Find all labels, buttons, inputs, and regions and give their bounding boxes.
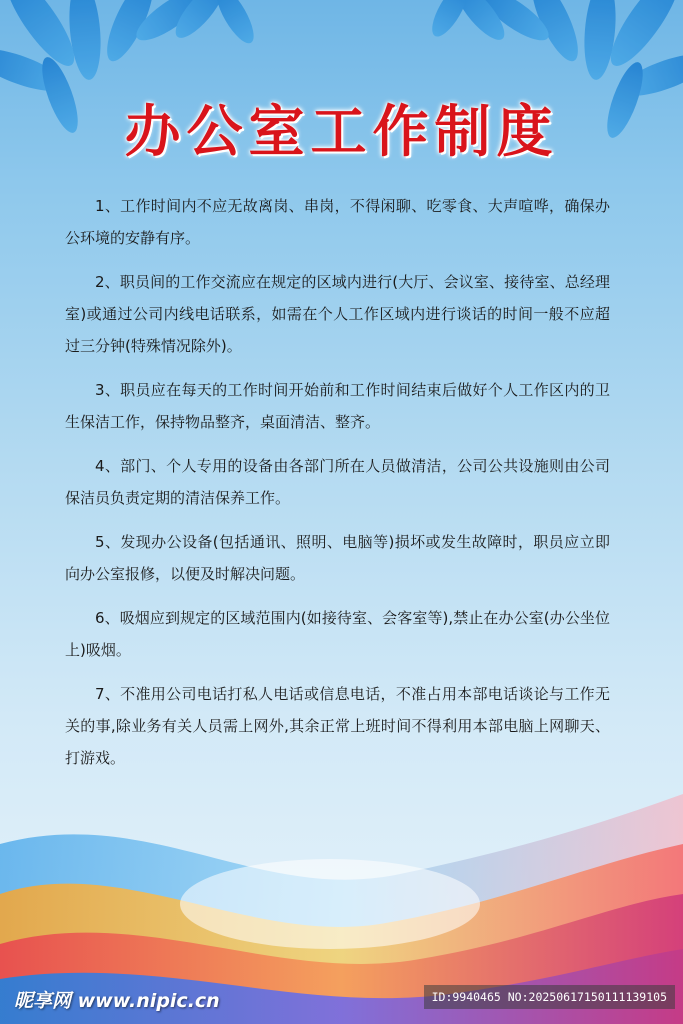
page-title: 办公室工作制度 (124, 99, 559, 165)
rule-item: 5、发现办公设备(包括通讯、照明、电脑等)损坏或发生故障时，职员应立即向办公室报修，以便及时解决问题。 (65, 533, 610, 583)
rule-item: 7、不准用公司电话打私人电话或信息电话，不准占用本部电话谈论与工作无关的事,除业务有关人员需上网外,其余正常上班时间不得利用本部电脑上网聊天、打游戏。 (65, 685, 610, 767)
rule-item: 1、工作时间内不应无故离岗、串岗，不得闲聊、吃零食、大声喧哗，确保办公环境的安静有序。 (65, 197, 610, 247)
id-watermark: ID:9940465 NO:20250617150111139105 (424, 985, 675, 1009)
site-watermark: 昵享网 www.nipic.cn (14, 990, 220, 1012)
rule-item: 4、部门、个人专用的设备由各部门所在人员做清洁，公司公共设施则由公司保洁员负责定期的清洁保养工作。 (65, 457, 610, 507)
rule-item: 2、职员间的工作交流应在规定的区域内进行(大厅、会议室、接待室、总经理室)或通过公司内线电话联系，如需在个人工作区域内进行谈话的时间一般不应超过三分钟(特殊情况除外)。 (65, 273, 610, 355)
rules-list (65, 190, 610, 786)
rule-item: 6、吸烟应到规定的区域范围内(如接待室、会客室等),禁止在办公室(办公坐位上)吸烟。 (65, 609, 610, 659)
rule-item: 3、职员应在每天的工作时间开始前和工作时间结束后做好个人工作区内的卫生保洁工作，保持物品整齐，桌面清洁、整齐。 (65, 381, 610, 431)
